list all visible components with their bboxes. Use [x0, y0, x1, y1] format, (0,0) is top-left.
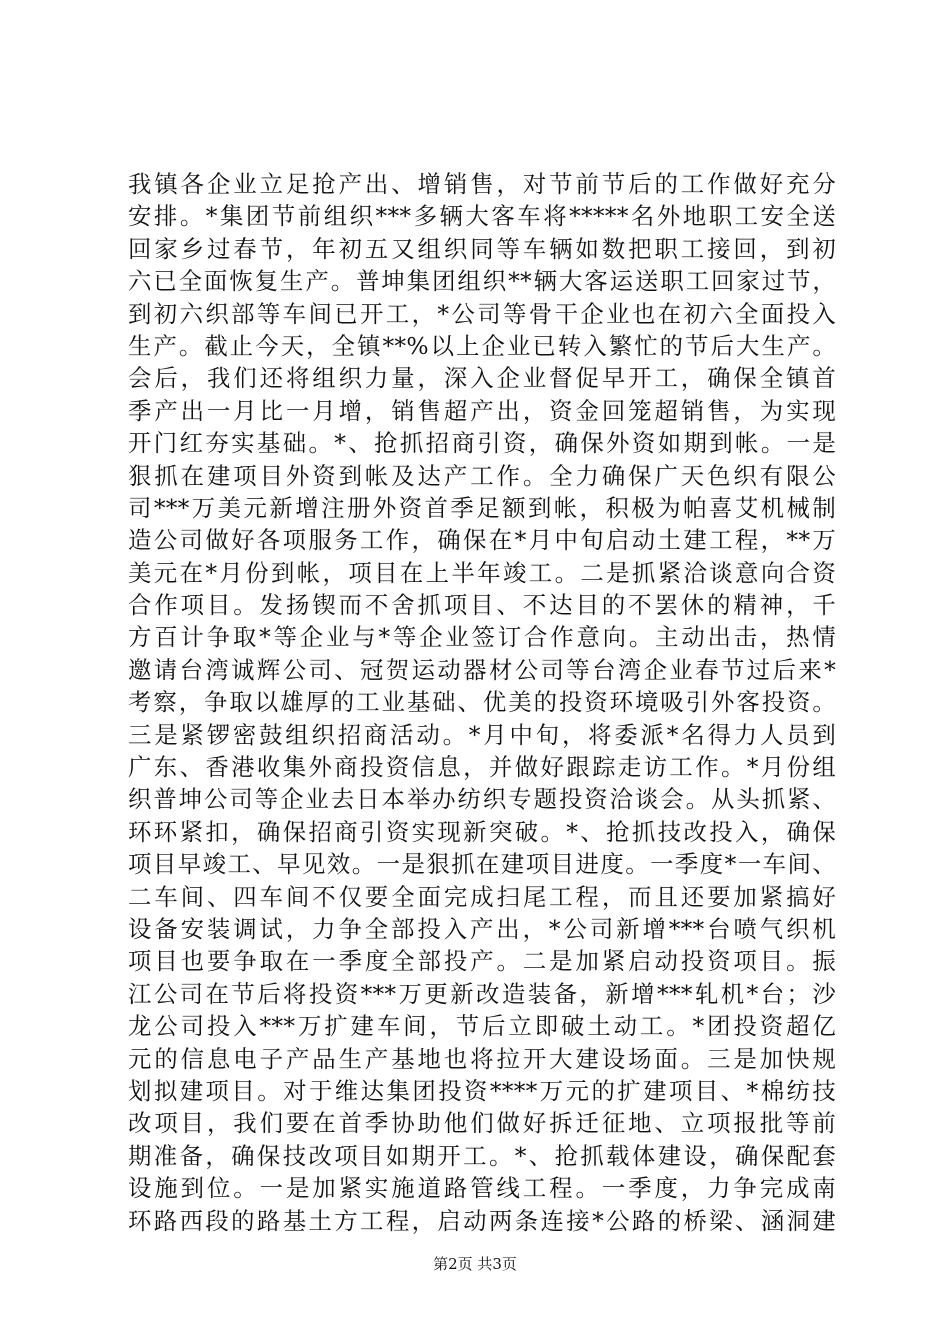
text-line: 考察，争取以雄厚的工业基础、优美的投资环境吸引外客投资。 — [128, 688, 836, 717]
text-line: 合作项目。发扬锲而不舍抓项目、不达目的不罢休的精神，千 — [128, 591, 836, 620]
text-line: 生产。截止今天，全镇**%以上企业已转入繁忙的节后大生产。 — [128, 331, 836, 360]
text-line: 造公司做好各项服务工作，确保在*月中旬启动土建工程，**万 — [128, 526, 836, 555]
text-line: 美元在*月份到帐，项目在上半年竣工。二是抓紧洽谈意向合资 — [128, 558, 836, 587]
text-line: 到初六织部等车间已开工，*公司等骨干企业也在初六全面投入 — [128, 299, 836, 328]
text-line: 项目也要争取在一季度全部投产。二是加紧启动投资项目。振 — [128, 947, 836, 976]
text-line: 元的信息电子产品生产基地也将拉开大建设场面。三是加快规 — [128, 1044, 836, 1073]
text-line: 项目早竣工、早见效。一是狠抓在建项目进度。一季度*一车间、 — [128, 850, 836, 879]
text-line: 江公司在节后将投资***万更新改造装备，新增***轧机*台；沙 — [128, 979, 836, 1008]
text-line: 方百计争取*等企业与*等企业签订合作意向。主动出击，热情 — [128, 623, 836, 652]
page-footer: 第2页 共3页 — [433, 1255, 517, 1273]
text-line: 司***万美元新增注册外资首季足额到帐，积极为帕喜艾机械制 — [128, 493, 836, 522]
text-line: 设施到位。一是加紧实施道路管线工程。一季度，力争完成南 — [128, 1174, 836, 1203]
text-line: 我镇各企业立足抢产出、增销售，对节前节后的工作做好充分 — [128, 170, 836, 198]
text-line: 改项目，我们要在首季协助他们做好拆迁征地、立项报批等前 — [128, 1109, 836, 1138]
text-line: 会后，我们还将组织力量，深入企业督促早开工，确保全镇首 — [128, 364, 836, 393]
text-line: 狠抓在建项目外资到帐及达产工作。全力确保广天色织有限公 — [128, 461, 836, 490]
text-line: 织普坤公司等企业去日本举办纺织专题投资洽谈会。从头抓紧、 — [128, 785, 836, 814]
text-line: 二车间、四车间不仅要全面完成扫尾工程，而且还要加紧搞好 — [128, 882, 836, 911]
text-line: 安排。*集团节前组织***多辆大客车将*****名外地职工安全送 — [128, 202, 836, 231]
text-line: 季产出一月比一月增，销售超产出，资金回笼超销售，为实现 — [128, 396, 836, 425]
text-line: 设备安装调试，力争全部投入产出，*公司新增***台喷气织机 — [128, 914, 836, 943]
text-line: 回家乡过春节，年初五又组织同等车辆如数把职工接回，到初 — [128, 234, 836, 263]
text-line: 划拟建项目。对于维达集团投资****万元的扩建项目、*棉纺技 — [128, 1076, 836, 1105]
text-line: 三是紧锣密鼓组织招商活动。*月中旬，将委派*名得力人员到 — [128, 720, 836, 749]
text-line: 龙公司投入***万扩建车间，节后立即破土动工。*团投资超亿 — [128, 1012, 836, 1041]
body-text — [128, 168, 836, 1237]
text-line: 六已全面恢复生产。普坤集团组织**辆大客运送职工回家过节， — [128, 267, 836, 296]
text-line: 环路西段的路基土方工程，启动两条连接*公路的桥梁、涵洞建 — [128, 1206, 836, 1235]
text-line: 开门红夯实基础。*、抢抓招商引资，确保外资如期到帐。一是 — [128, 429, 836, 458]
text-line: 邀请台湾诚辉公司、冠贺运动器材公司等台湾企业春节过后来* — [128, 655, 836, 684]
text-line: 广东、香港收集外商投资信息，并做好跟踪走访工作。*月份组 — [128, 753, 836, 782]
text-line: 环环紧扣，确保招商引资实现新突破。*、抢抓技改投入，确保 — [128, 817, 836, 846]
text-line: 期准备，确保技改项目如期开工。*、抢抓载体建设，确保配套 — [128, 1141, 836, 1170]
